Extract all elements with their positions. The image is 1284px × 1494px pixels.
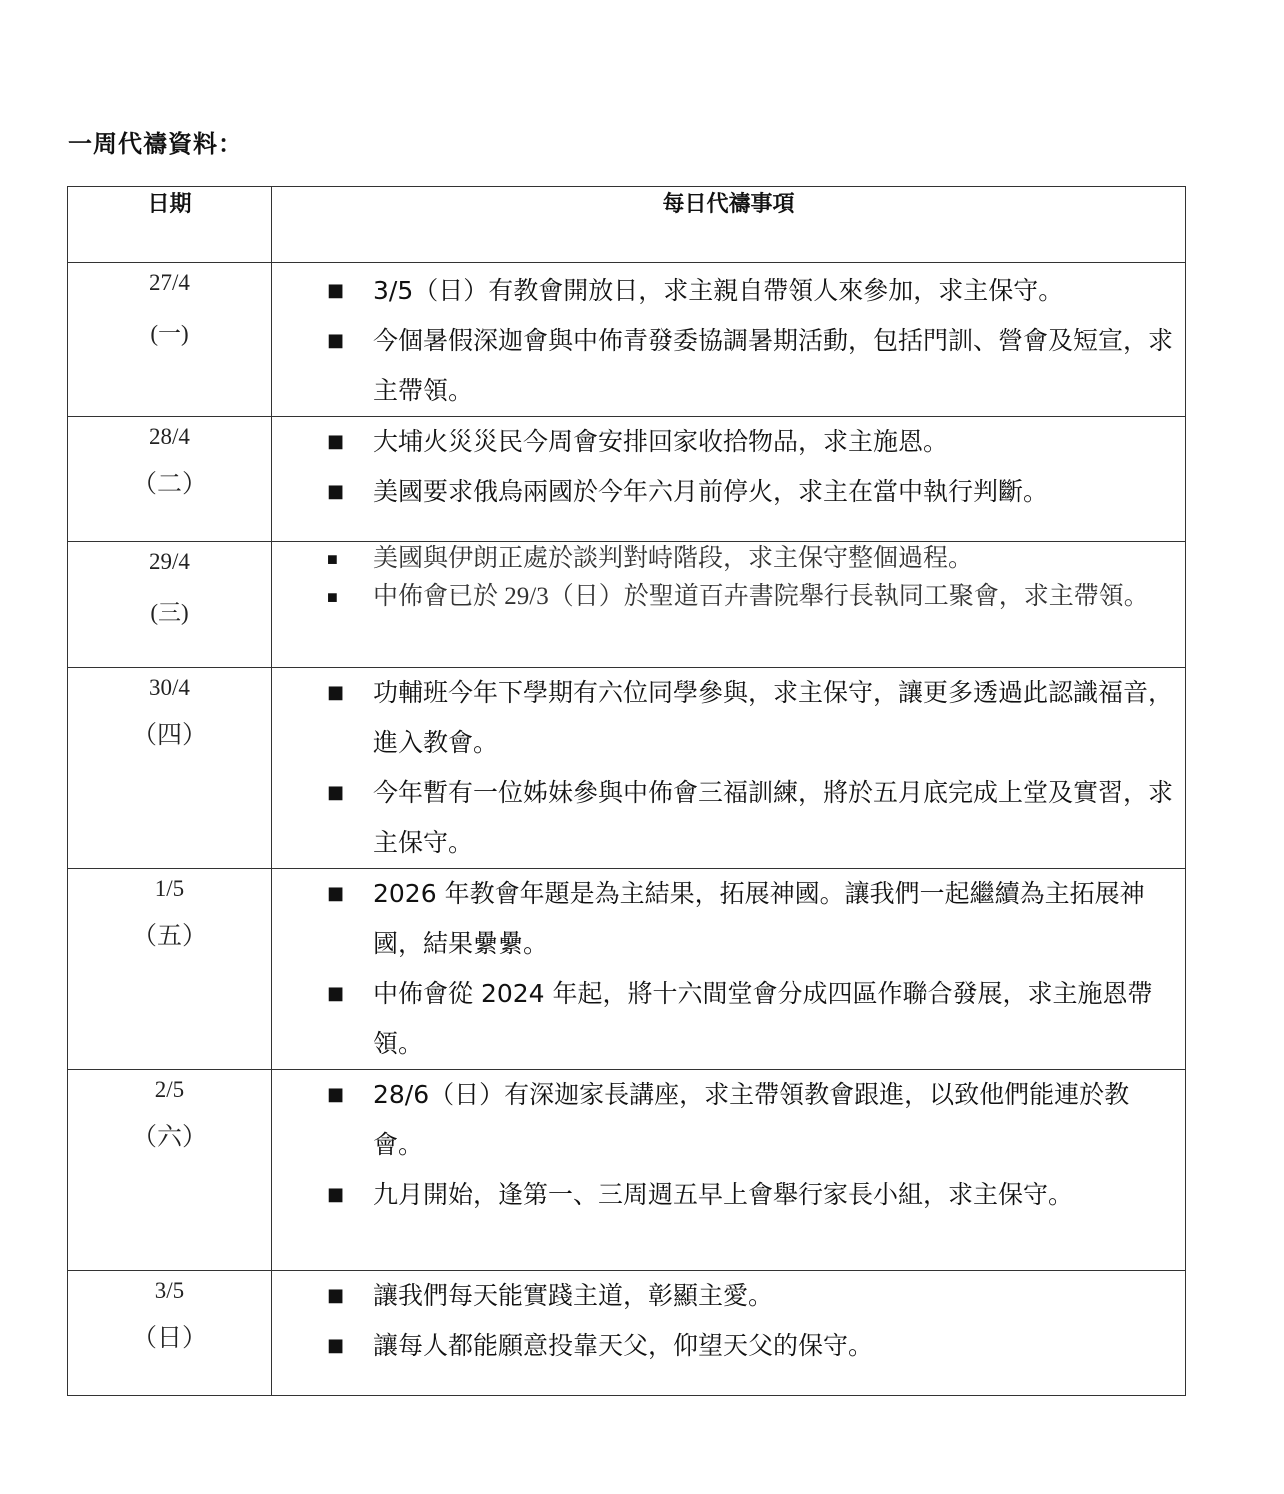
weekday-label: （六） [131,1122,207,1151]
date-cell [68,869,272,1070]
header-date: 日期 [68,187,272,263]
table-row [68,668,1186,869]
items-cell [272,869,1186,1070]
item-text: 九月開始，逢第一、三周週五早上會舉行家長小組，求主保守。 [373,1180,1074,1209]
table-row [68,1070,1186,1271]
square-bullet-icon: ■ [327,1335,345,1356]
list-item [327,1321,1185,1371]
list-item [327,1070,1185,1170]
items-cell [272,1070,1186,1271]
square-bullet-icon: ■ [327,431,345,452]
date-label: 1/5 [154,876,185,901]
list-item [327,544,1185,574]
item-text: 功輔班今年下學期有六位同學參與，求主保守，讓更多透過此認識福音，進入教會。 [373,678,1174,757]
prayer-list [272,542,1185,612]
item-text: 今年暫有一位姊妹參與中佈會三福訓練，將於五月底完成上堂及實習，求主保守。 [373,778,1174,857]
table-row [68,263,1186,417]
list-item [327,1170,1185,1220]
list-item [327,582,1185,612]
weekday-label: （五） [131,921,207,950]
item-text: 讓我們每天能實踐主道，彰顯主愛。 [373,1281,774,1310]
square-bullet-icon: ■ [327,983,345,1004]
square-bullet-icon: ■ [327,682,345,703]
item-text: 中佈會從 2024 年起，將十六間堂會分成四區作聯合發展，求主施恩帶領。 [373,979,1153,1058]
date-cell [68,542,272,668]
square-bullet-icon: ■ [327,549,338,569]
list-item [327,266,1185,316]
prayer-list [272,1271,1185,1371]
square-bullet-icon: ■ [327,1184,345,1205]
item-text: 28/6（日）有深迦家長講座，求主帶領教會跟進，以致他們能連於教會。 [373,1080,1130,1159]
items-cell [272,263,1186,417]
prayer-list [272,869,1185,1069]
prayer-table [67,186,1186,1396]
item-text: 3/5（日）有教會開放日，求主親自帶領人來參加，求主保守。 [373,276,1064,305]
date-cell [68,1271,272,1396]
item-text: 美國要求俄烏兩國於今年六月前停火，求主在當中執行判斷。 [373,477,1049,506]
date-label: 2/5 [154,1077,185,1102]
weekday-label: （二） [131,469,207,498]
item-text: 讓每人都能願意投靠天父，仰望天父的保守。 [373,1331,874,1360]
square-bullet-icon: ■ [327,481,345,502]
items-cell [272,668,1186,869]
date-label: 27/4 [149,270,190,295]
items-cell [272,1271,1186,1396]
list-item [327,1271,1185,1321]
item-text: 今個暑假深迦會與中佈青發委協調暑期活動，包括門訓、營會及短宣，求主帶領。 [373,326,1174,405]
list-item [327,316,1185,416]
prayer-list [272,417,1185,517]
square-bullet-icon: ■ [327,330,345,351]
list-item [327,668,1185,768]
square-bullet-icon: ■ [327,280,345,301]
square-bullet-icon: ■ [327,1285,345,1306]
square-bullet-icon: ■ [327,782,345,803]
weekday-label: (三) [150,600,189,625]
list-item [327,467,1185,517]
item-text: 美國與伊朗正處於談判對峙階段，求主保守整個過程。 [373,545,974,572]
item-text: 中佈會已於 29/3（日）於聖道百卉書院舉行長執同工聚會，求主帶領。 [373,583,1149,610]
prayer-list [272,263,1185,416]
weekday-label: （四） [131,720,207,749]
square-bullet-icon: ■ [327,1084,345,1105]
list-item [327,869,1185,969]
square-bullet-icon: ■ [327,587,338,607]
date-label: 28/4 [149,424,190,449]
table-row [68,1271,1186,1396]
date-label: 29/4 [149,549,190,574]
table-row [68,542,1186,668]
date-cell [68,417,272,542]
item-text: 大埔火災災民今周會安排回家收拾物品，求主施恩。 [373,427,949,456]
date-cell [68,668,272,869]
square-bullet-icon: ■ [327,883,345,904]
list-item [327,969,1185,1069]
list-item [327,768,1185,868]
table-header-row [68,187,1186,263]
date-label: 30/4 [149,675,190,700]
table-row [68,417,1186,542]
prayer-list [272,668,1185,868]
item-text: 2026 年教會年題是為主結果，拓展神國。讓我們一起繼續為主拓展神國，結果纍纍。 [373,879,1145,958]
date-cell [68,1070,272,1271]
table-row [68,869,1186,1070]
date-cell [68,263,272,417]
prayer-list [272,1070,1185,1220]
header-items: 每日代禱事項 [272,187,1186,263]
page-title: 一周代禱資料： [68,130,243,158]
date-label: 3/5 [154,1278,185,1303]
items-cell [272,542,1186,668]
items-cell [272,417,1186,542]
weekday-label: (一) [150,321,189,346]
weekday-label: （日） [131,1323,207,1352]
list-item [327,417,1185,467]
